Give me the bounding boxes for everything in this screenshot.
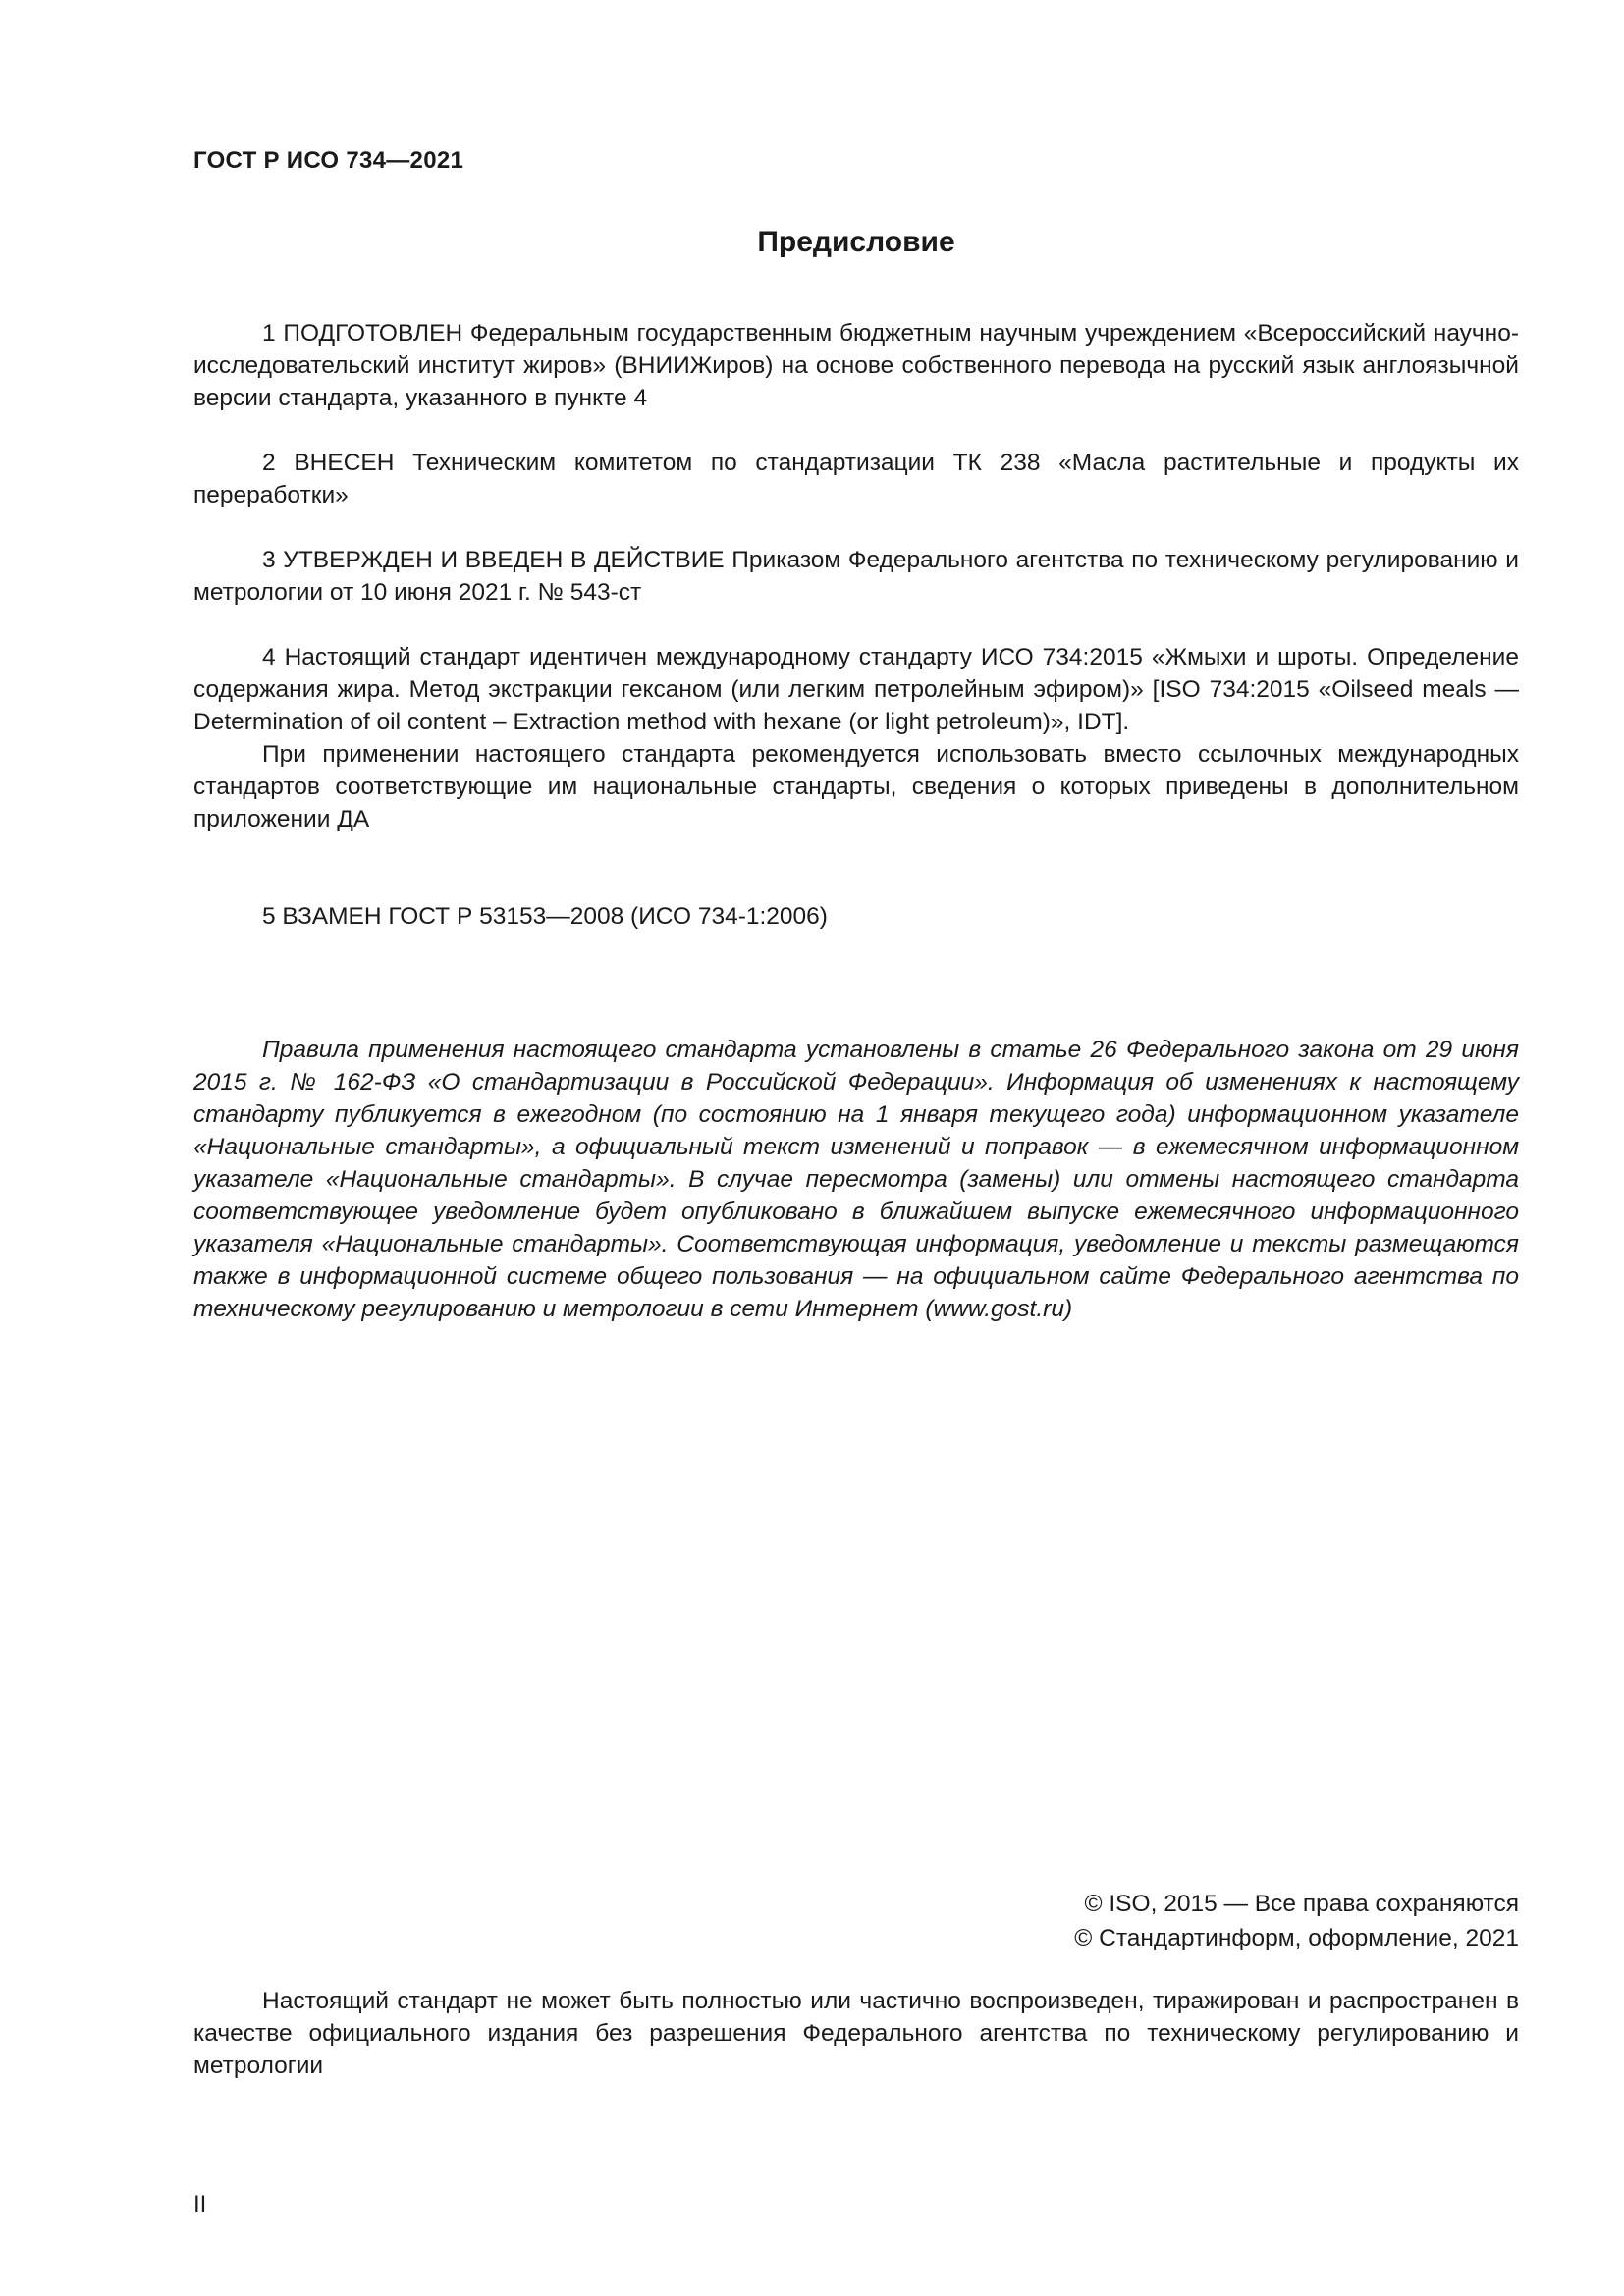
preface-item-1 [193,317,1519,414]
preface-item-1-text: 1 ПОДГОТОВЛЕН Федеральным государственным бюджетным научным учреждением «Всероссийский научно-исследовательский институт жиров» (ВНИИЖиров) на основе собственного перевода на русский язык англоязычной версии стандарта, указанного в пункте 4 [193,320,1519,411]
reproduction-notice-text: Настоящий стандарт не может быть полностью или частично воспроизведен, тиражирован и распространен в качестве официального издания без разрешения Федерального агентства по техническому регулированию и метрологии [193,1988,1519,2079]
preface-item-3 [193,544,1519,609]
preface-item-4 [193,641,1519,835]
copyright-standartinform: © Стандартинформ, оформление, 2021 [1074,1925,1519,1951]
rules-note [193,1034,1519,1325]
page-number: II [193,2191,207,2217]
preface-item-5 [193,900,1519,933]
preface-item-5-text: 5 ВЗАМЕН ГОСТ Р 53153—2008 (ИСО 734-1:2006) [262,903,828,930]
preface-item-2-text: 2 ВНЕСЕН Техническим комитетом по стандартизации ТК 238 «Масла растительные и продукты их переработки» [193,450,1519,508]
preface-item-3-text: 3 УТВЕРЖДЕН И ВВЕДЕН В ДЕЙСТВИЕ Приказом Федерального агентства по техническому регулированию и метрологии от 10 июня 2021 г. № 543-ст [193,547,1519,606]
page-title: Предисловие [757,226,955,258]
reproduction-notice [193,1985,1519,2082]
preface-item-4-text: 4 Настоящий стандарт идентичен международному стандарту ИСО 734:2015 «Жмыхи и шроты. Определение содержания жира. Метод экстракции гексаном (или легким петролейным эфиром)» [ISO 734:2015 «Oilseed meals — Determination of oil content – Extraction method with hexane (or light petroleum)», IDT]. [193,644,1519,735]
copyright-block [930,1887,1519,1955]
preface-item-2 [193,447,1519,511]
copyright-iso: © ISO, 2015 — Все права сохраняются [1084,1891,1519,1917]
preface-item-4-note: При применении настоящего стандарта рекомендуется использовать вместо ссылочных международных стандартов соответствующие им национальные стандарты, сведения о которых приведены в дополнительном приложении ДА [193,741,1519,832]
rules-note-text: Правила применения настоящего стандарта установлены в статье 26 Федерального закона от 29 июня 2015 г. № 162-ФЗ «О стандартизации в Российской Федерации». Информация об изменениях к настоящему стандарту публикуется в ежегодном (по состоянию на 1 января текущего года) информационном указателе «Национальные стандарты», а официальный текст изменений и поправок — в ежемесячном информационном указателе «Национальные стандарты». В случае пересмотра (замены) или отмены настоящего стандарта соответствующее уведомление будет опубликовано в ближайшем выпуске ежемесячного информационного указателя «Национальные стандарты». Соответствующая информация, уведомление и тексты размещаются также в информационной системе общего пользования — на официальном сайте Федерального агентства по техническому регулированию и метрологии в сети Интернет (www.gost.ru) [193,1037,1519,1322]
document-header: ГОСТ Р ИСО 734—2021 [193,147,464,174]
